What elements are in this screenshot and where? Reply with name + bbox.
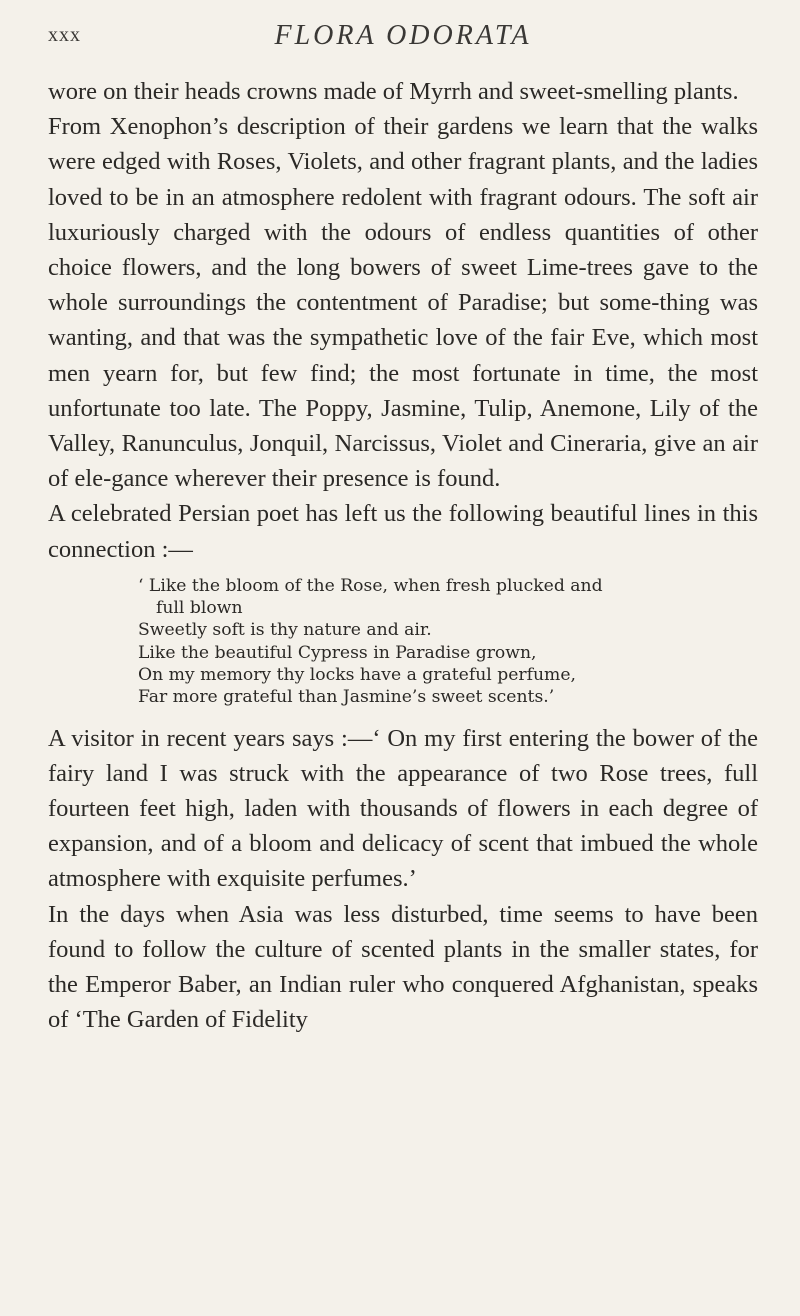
- body-text: [48, 74, 758, 1037]
- poem-line: On my memory thy locks have a grateful perfume,: [138, 665, 576, 686]
- paragraph-xenophon: From Xenophon’s description of their gardens we learn that the walks were edged with Roses, Violets, and other fragrant plants, and the ladies loved to be in an atmosphere redolent with fragrant odours. The soft air luxuriously charged with the odours of endless quantities of other choice flowers, and the long bowers of sweet Lime-trees gave to the whole surroundings the contentment of Paradise; but some-thing was wanting, and that was the sympathetic love of the fair Eve, which most men yearn for, but few find; the most fortunate in time, the most unfortunate too late. The Poppy, Jasmine, Tulip, Anemone, Lily of the Valley, Ranunculus, Jonquil, Narcissus, Violet and Cineraria, give an air of ele-gance wherever their presence is found.: [48, 113, 758, 493]
- running-head: [48, 20, 758, 60]
- running-title: FLORA ODORATA: [274, 20, 532, 51]
- poem-quote: [138, 575, 758, 709]
- paragraph-persian-poet: A celebrated Persian poet has left us the following beautiful lines in this connection :—: [48, 500, 758, 563]
- page-number: xxx: [48, 24, 81, 46]
- poem-line: Sweetly soft is thy nature and air.: [138, 620, 432, 641]
- poem-line: Like the beautiful Cypress in Paradise grown,: [138, 642, 537, 663]
- paragraph-asia: In the days when Asia was less disturbed, time seems to have been found to follow the culture of scented plants in the smaller states, for the Emperor Baber, an Indian ruler who conquered Afghanistan, speaks of ‘The Garden of Fidelity: [48, 900, 758, 1034]
- paragraph-continuation: wore on their heads crowns made of Myrrh and sweet-smelling plants.: [48, 78, 739, 105]
- poem-line: Far more grateful than Jasmine’s sweet scents.’: [138, 687, 555, 708]
- poem-line: ‘ Like the bloom of the Rose, when fresh plucked and: [138, 575, 603, 596]
- paragraph-visitor: A visitor in recent years says :—‘ On my first entering the bower of the fairy land I was struck with the appearance of two Rose trees, full fourteen feet high, laden with thousands of flowers in each degree of expansion, and of a bloom and delicacy of scent that imbued the whole atmosphere with exquisite perfumes.’: [48, 724, 758, 893]
- poem-line: full blown: [156, 598, 243, 619]
